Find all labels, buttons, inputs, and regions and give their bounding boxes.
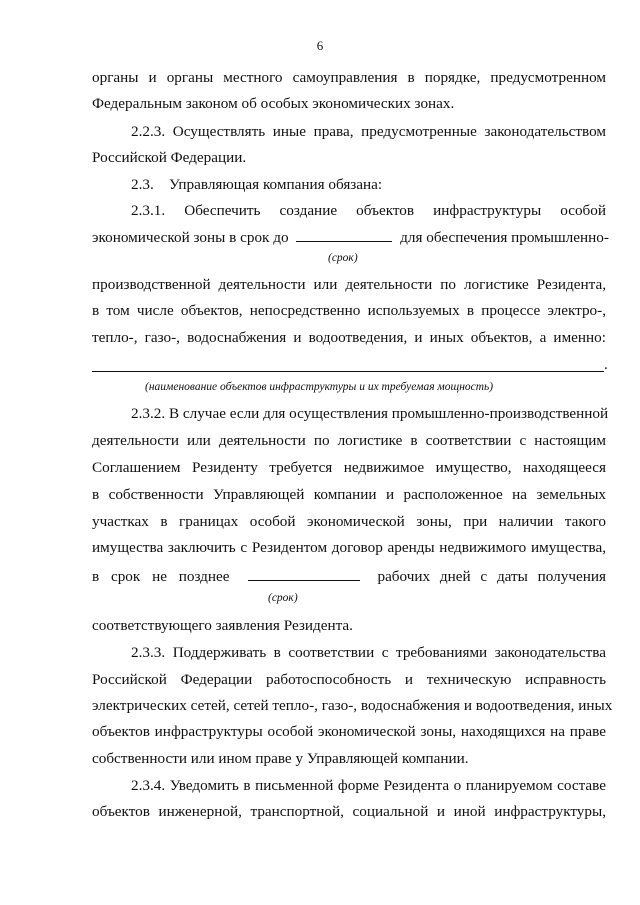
infrastructure-blank-field — [92, 371, 604, 372]
text-line: органы и органы местного самоуправления в порядке, предусмотренном — [92, 69, 606, 86]
text-line: 2.3.4. Уведомить в письменной форме Резидента о планируемом составе — [131, 777, 606, 794]
text-line-with-blank — [92, 227, 609, 248]
text-segment: экономической зоны в срок до — [92, 229, 289, 246]
text-line: в собственности Управляющей компании и расположенное на земельных — [92, 486, 606, 503]
term-blank-field — [248, 566, 360, 581]
text-line: соответствующего заявления Резидента. — [92, 617, 353, 634]
text-line: собственности или ином праве у Управляющей компании. — [92, 750, 469, 767]
text-line: 2.2.3. Осуществлять иные права, предусмотренные законодательством — [131, 123, 606, 140]
blank-caption: (срок) — [328, 252, 358, 264]
text-line: объектов инфраструктуры особой экономической зоны, находящихся на праве — [92, 723, 606, 740]
text-line: в том числе объектов, непосредственно используемых в процессе электро-, — [92, 302, 606, 319]
page-number: 6 — [316, 38, 324, 53]
text-segment: рабочих дней с даты получения — [377, 568, 606, 585]
text-line: объектов инженерной, транспортной, социальной и иной инфраструктуры, — [92, 803, 606, 820]
text-line-with-blank — [92, 566, 606, 587]
text-line: электрических сетей, сетей тепло-, газо-, водоснабжения и водоотведения, иных — [92, 697, 613, 714]
text-line: 2.3.2. В случае если для осуществления промышленно-производственной — [131, 405, 609, 422]
text-line: производственной деятельности или деятельности по логистике Резидента, — [92, 276, 606, 293]
text-line: 2.3.3. Поддерживать в соответствии с требованиями законодательства — [131, 644, 606, 661]
term-blank-field — [296, 227, 392, 242]
blank-caption: (наименование объектов инфраструктуры и их требуемая мощность) — [145, 381, 494, 393]
text-line: Российской Федерации работоспособность и техническую исправность — [92, 671, 606, 688]
text-line: Соглашением Резиденту требуется недвижимое имущество, находящееся — [92, 459, 606, 476]
text-line: деятельности или деятельности по логистике в соответствии с настоящим — [92, 432, 606, 449]
text-line: 2.3.1. Обеспечить создание объектов инфраструктуры особой — [131, 202, 606, 219]
text-line: тепло-, газо-, водоснабжения и водоотведения, и иных объектов, а именно: — [92, 329, 606, 346]
text-line: имущества заключить с Резидентом договор аренды недвижимого имущества, — [92, 539, 606, 556]
text-segment: для обеспечения промышленно- — [400, 229, 609, 246]
text-line: участках в границах особой экономической зоны, при наличии такого — [92, 513, 606, 530]
blank-caption: (срок) — [268, 592, 298, 604]
text-segment: в срок не позднее — [92, 568, 230, 585]
text-line: Федеральным законом об особых экономических зонах. — [92, 95, 455, 112]
text-line: 2.3. Управляющая компания обязана: — [131, 176, 383, 193]
line-period: . — [604, 357, 608, 373]
text-line: Российской Федерации. — [92, 149, 247, 166]
